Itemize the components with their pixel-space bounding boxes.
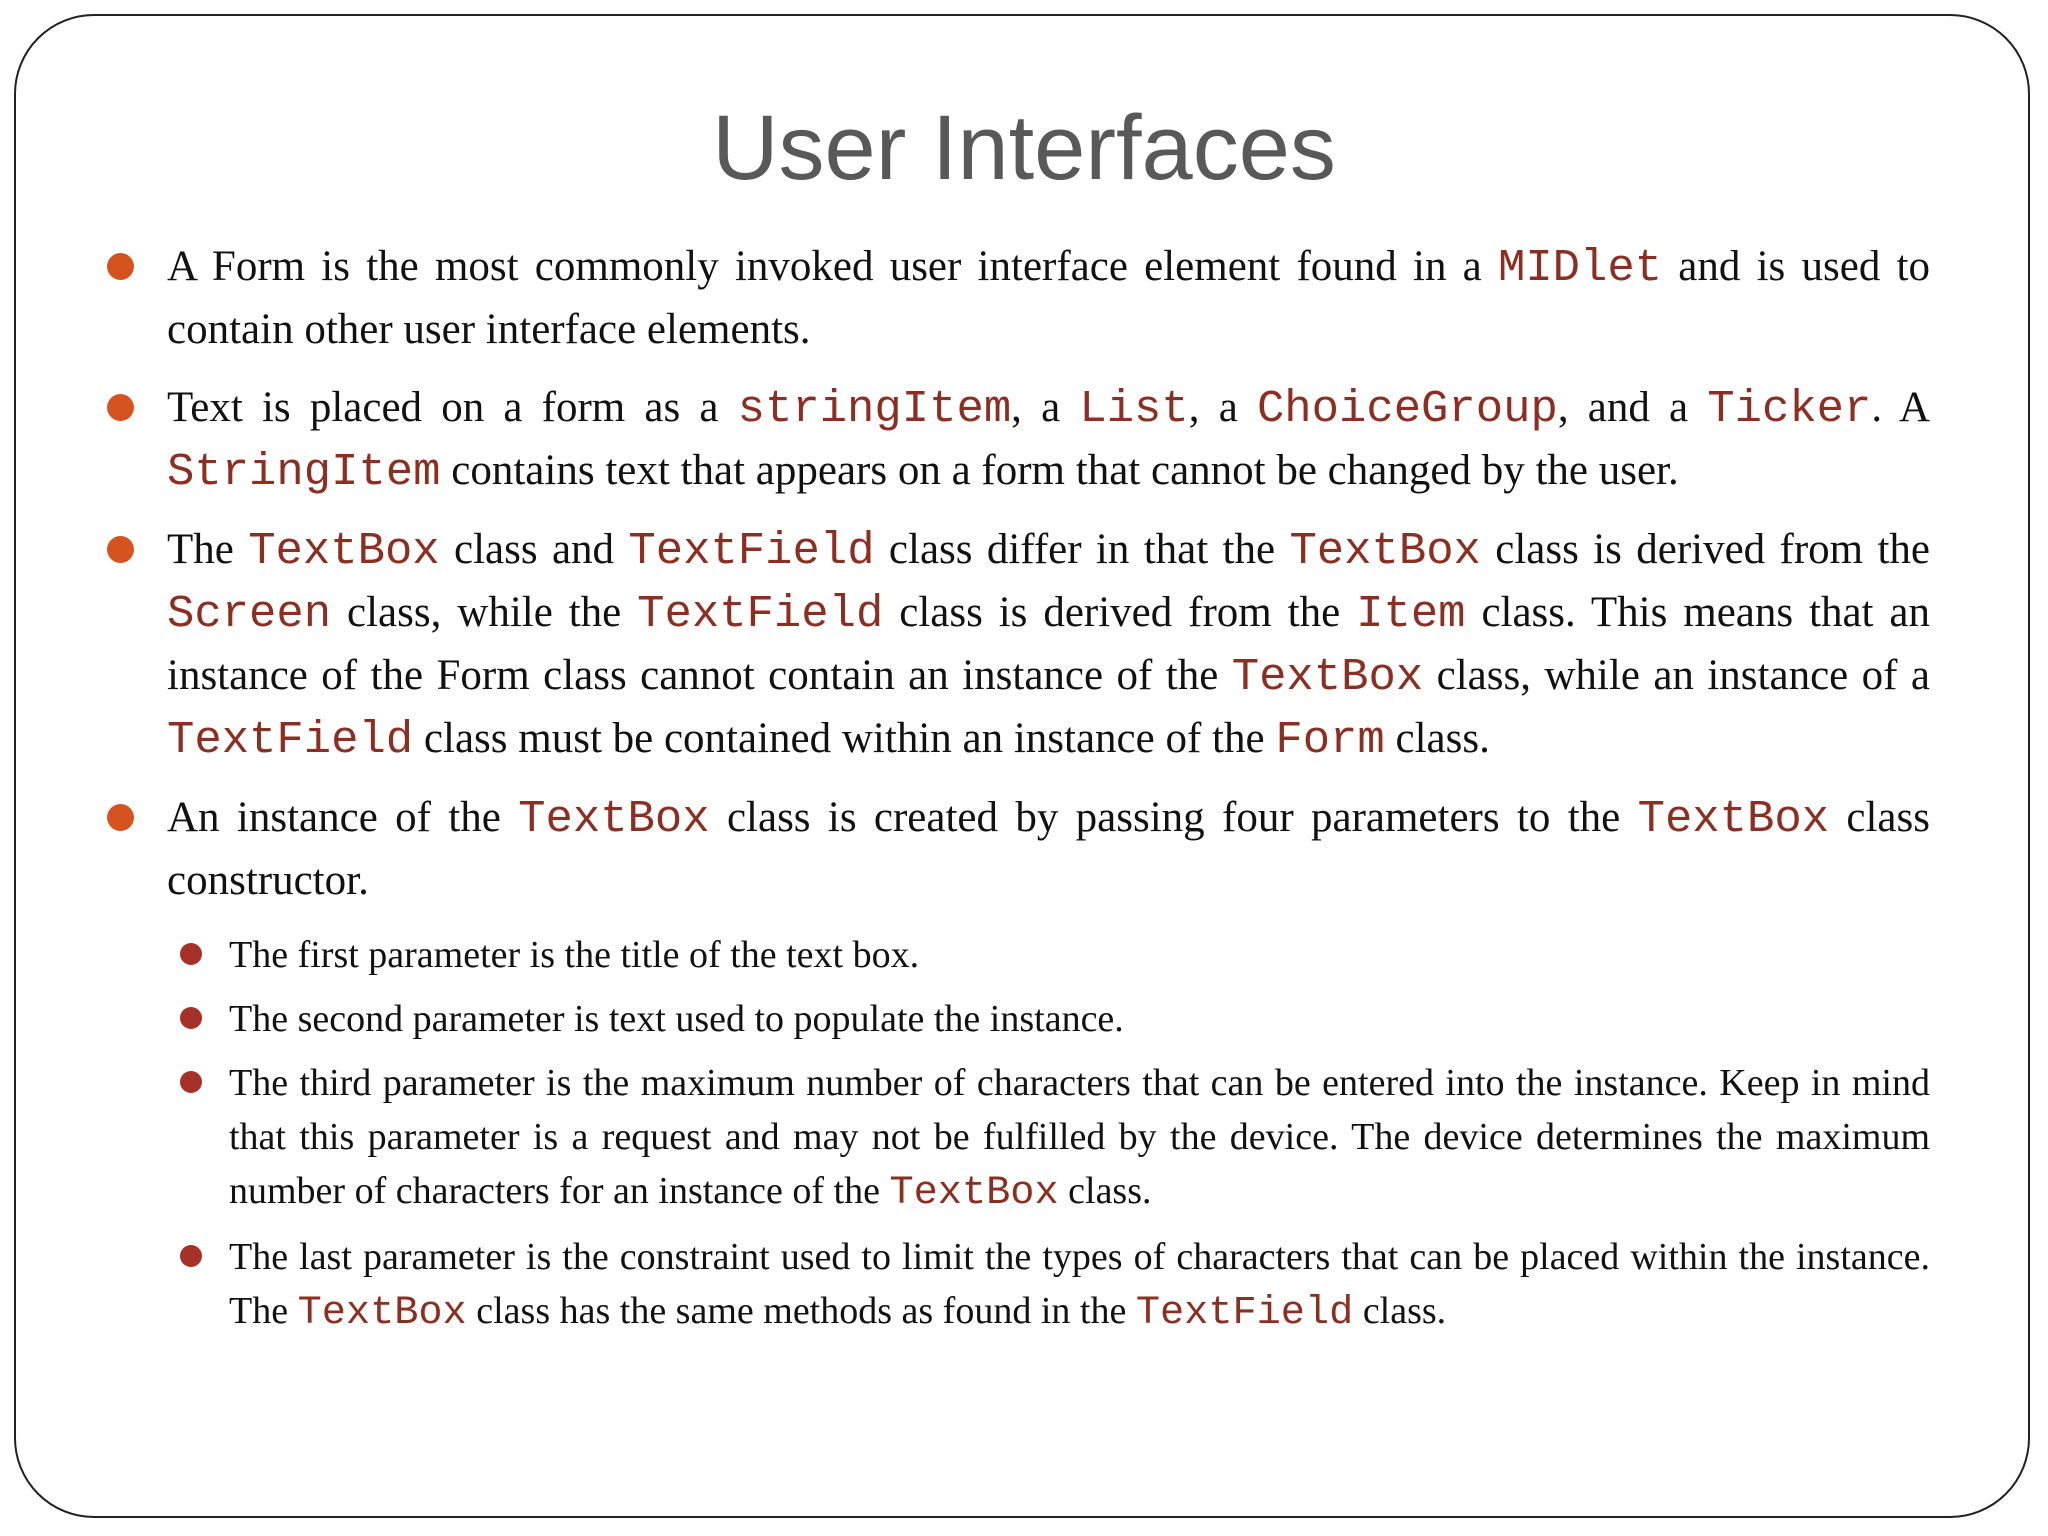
code-term: StringItem <box>167 446 441 498</box>
code-term: Screen <box>167 588 332 640</box>
code-term: List <box>1079 383 1189 435</box>
text-run: class is created by passing four parameters to the <box>709 794 1638 841</box>
code-term: TextBox <box>248 525 440 577</box>
bullet-dot-icon <box>107 804 134 831</box>
code-term: TextBox <box>518 793 710 845</box>
text-run: class. <box>1384 715 1490 762</box>
sub-bullet-item <box>105 1230 1930 1340</box>
text-run: , a <box>1188 384 1257 431</box>
text-run: . A <box>1871 384 1930 431</box>
text-run: and is used to contain other user interface elements. <box>167 243 1930 353</box>
code-term: Form <box>1275 714 1385 766</box>
bullet-item <box>105 377 1930 503</box>
code-term: TextField <box>637 588 884 640</box>
slide-title: User Interfaces <box>712 97 1336 199</box>
code-term: TextBox <box>889 1170 1059 1216</box>
code-term: TextBox <box>1289 525 1481 577</box>
code-term: ChoiceGroup <box>1256 383 1558 435</box>
text-run: The <box>167 526 249 573</box>
sub-bullet-item <box>105 992 1930 1046</box>
code-term: MIDlet <box>1497 242 1663 294</box>
text-run: Text is placed on a form as a <box>167 384 738 431</box>
sub-bullet-item <box>105 1056 1930 1220</box>
code-term: TextBox <box>297 1290 467 1336</box>
sub-bullet-dot-icon <box>180 1245 202 1267</box>
code-term: TextField <box>628 525 875 577</box>
bullet-dot-icon <box>107 394 134 421</box>
sub-bullet-dot-icon <box>180 943 202 965</box>
text-run: class has the same methods as found in the <box>466 1290 1136 1332</box>
sub-bullet-dot-icon <box>180 1007 202 1029</box>
text-run: , a <box>1011 384 1080 431</box>
text-run: , and a <box>1557 384 1708 431</box>
bullet-dot-icon <box>107 536 134 563</box>
code-term: Ticker <box>1707 383 1872 435</box>
bullet-item <box>105 236 1930 361</box>
text-run: contains text that appears on a form that cannot be changed by the user. <box>440 447 1679 494</box>
sub-bullet-dot-icon <box>180 1071 202 1093</box>
text-run: The second parameter is text used to populate the instance. <box>229 998 1124 1040</box>
slide-content <box>105 236 1930 1350</box>
text-run: class is derived from the <box>883 589 1357 636</box>
text-run: class, while an instance of a <box>1423 652 1930 699</box>
text-run: class, while the <box>331 589 638 636</box>
text-run: class differ in that the <box>874 526 1290 573</box>
code-term: TextField <box>167 714 414 766</box>
text-run: class is derived from the <box>1480 526 1930 573</box>
text-run: An instance of the <box>167 794 519 841</box>
text-run: class. This means that an instance of the Form class cannot contain an instance of the <box>167 589 1931 699</box>
bullet-item <box>105 519 1930 771</box>
text-run: The last parameter is the constraint used to limit the types of characters that can be placed within the instance. The <box>229 1236 1930 1332</box>
code-term: stringItem <box>737 383 1012 435</box>
bullet-dot-icon <box>107 253 134 280</box>
text-run: class. <box>1058 1170 1152 1212</box>
code-term: TextField <box>1135 1290 1354 1336</box>
sub-bullet-item <box>105 928 1930 982</box>
bullet-item <box>105 787 1930 912</box>
code-term: TextBox <box>1637 793 1830 845</box>
text-run: The third parameter is the maximum number of characters that can be entered into the instance. Keep in mind that this parameter is a request and may not be fulfilled by the device. The device determines the maximum number of characters for an instance of the <box>229 1062 1930 1212</box>
text-run: class must be contained within an instance of the <box>413 715 1276 762</box>
text-run: class. <box>1353 1290 1447 1332</box>
text-run: A Form is the most commonly invoked user interface element found in a <box>167 243 1498 290</box>
code-term: TextBox <box>1231 651 1424 703</box>
text-run: class constructor. <box>167 794 1930 904</box>
text-run: The first parameter is the title of the text box. <box>229 934 920 976</box>
code-term: Item <box>1356 588 1466 640</box>
text-run: class and <box>439 526 629 573</box>
